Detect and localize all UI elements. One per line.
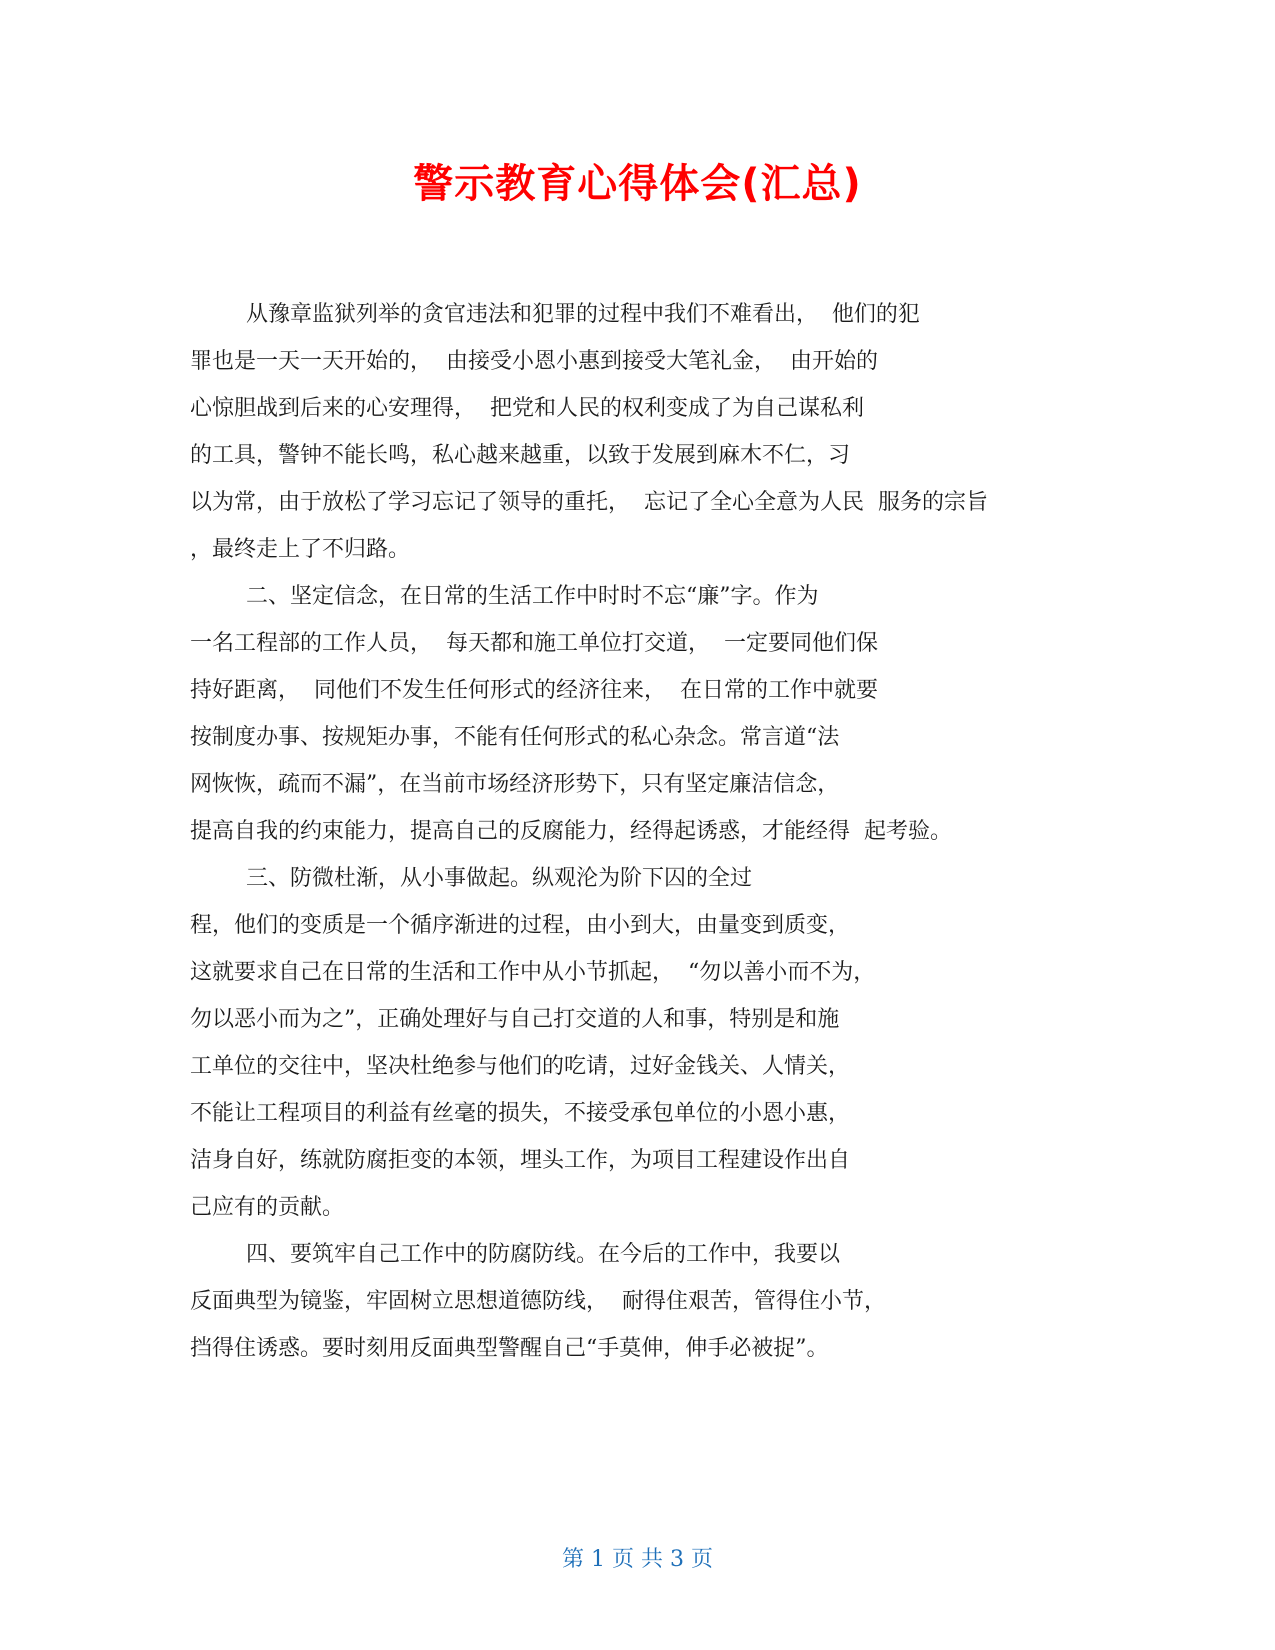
text-line: 一名工程部的工作人员， 每天都和施工单位打交道， 一定要同他们保 [190,631,878,656]
text-line: 反面典型为镜鉴，牢固树立思想道德防线， 耐得住艰苦，管得住小节， [190,1289,886,1314]
text-line: 持好距离， 同他们不发生任何形式的经济往来， 在日常的工作中就要 [190,678,878,703]
text-line: 己应有的贡献。 [190,1195,345,1220]
text-line: 的工具，警钟不能长鸣，私心越来越重，以致于发展到麻木不仁，习 [190,443,851,468]
text-line: 二、坚定信念，在日常的生活工作中时时不忘“廉”字。作为 [190,584,819,609]
text-line: 以为常，由于放松了学习忘记了领导的重托， 忘记了全心全意为人民 服务的宗旨 [190,490,988,515]
text-line: 这就要求自己在日常的生活和工作中从小节抓起， “勿以善小而不为， [190,960,876,985]
text-line: 挡得住诱惑。要时刻用反面典型警醒自己“手莫伸，伸手必被捉”。 [190,1336,829,1361]
text-line: 心惊胆战到后来的心安理得， 把党和人民的权利变成了为自己谋私利 [190,396,864,421]
text-line: 提高自我的约束能力，提高自己的反腐能力，经得起诱惑，才能经得 起考验。 [190,819,952,844]
text-line: 网恢恢，疏而不漏”，在当前市场经济形势下，只有坚定廉洁信念， [190,772,840,797]
text-line: 洁身自好，练就防腐拒变的本领，埋头工作，为项目工程建设作出自 [190,1148,851,1173]
text-line: 勿以恶小而为之”，正确处理好与自己打交道的人和事，特别是和施 [190,1007,840,1032]
page-title: 警示教育心得体会(汇总) [413,161,862,207]
text-line: 按制度办事、按规矩办事，不能有任何形式的私心杂念。常言道“法 [190,725,840,750]
text-line: 四、要筑牢自己工作中的防腐防线。在今后的工作中，我要以 [190,1242,840,1267]
body-text [190,291,1090,1372]
text-line: 罪也是一天一天开始的， 由接受小恩小惠到接受大笔礼金， 由开始的 [190,349,878,374]
text-line: 工单位的交往中，坚决杜绝参与他们的吃请，过好金钱关、人情关， [190,1054,851,1079]
text-line: 从豫章监狱列举的贪官违法和犯罪的过程中我们不难看出， 他们的犯 [190,302,920,327]
text-line: 程，他们的变质是一个循序渐进的过程，由小到大，由量变到质变， [190,913,851,938]
text-line: 三、防微杜渐，从小事做起。纵观沦为阶下囚的全过 [190,866,752,891]
page-number-footer: 第 1 页 共 3 页 [562,1547,713,1572]
text-line: ，最终走上了不归路。 [190,537,411,562]
text-line: 不能让工程项目的利益有丝毫的损失，不接受承包单位的小恩小惠， [190,1101,851,1126]
